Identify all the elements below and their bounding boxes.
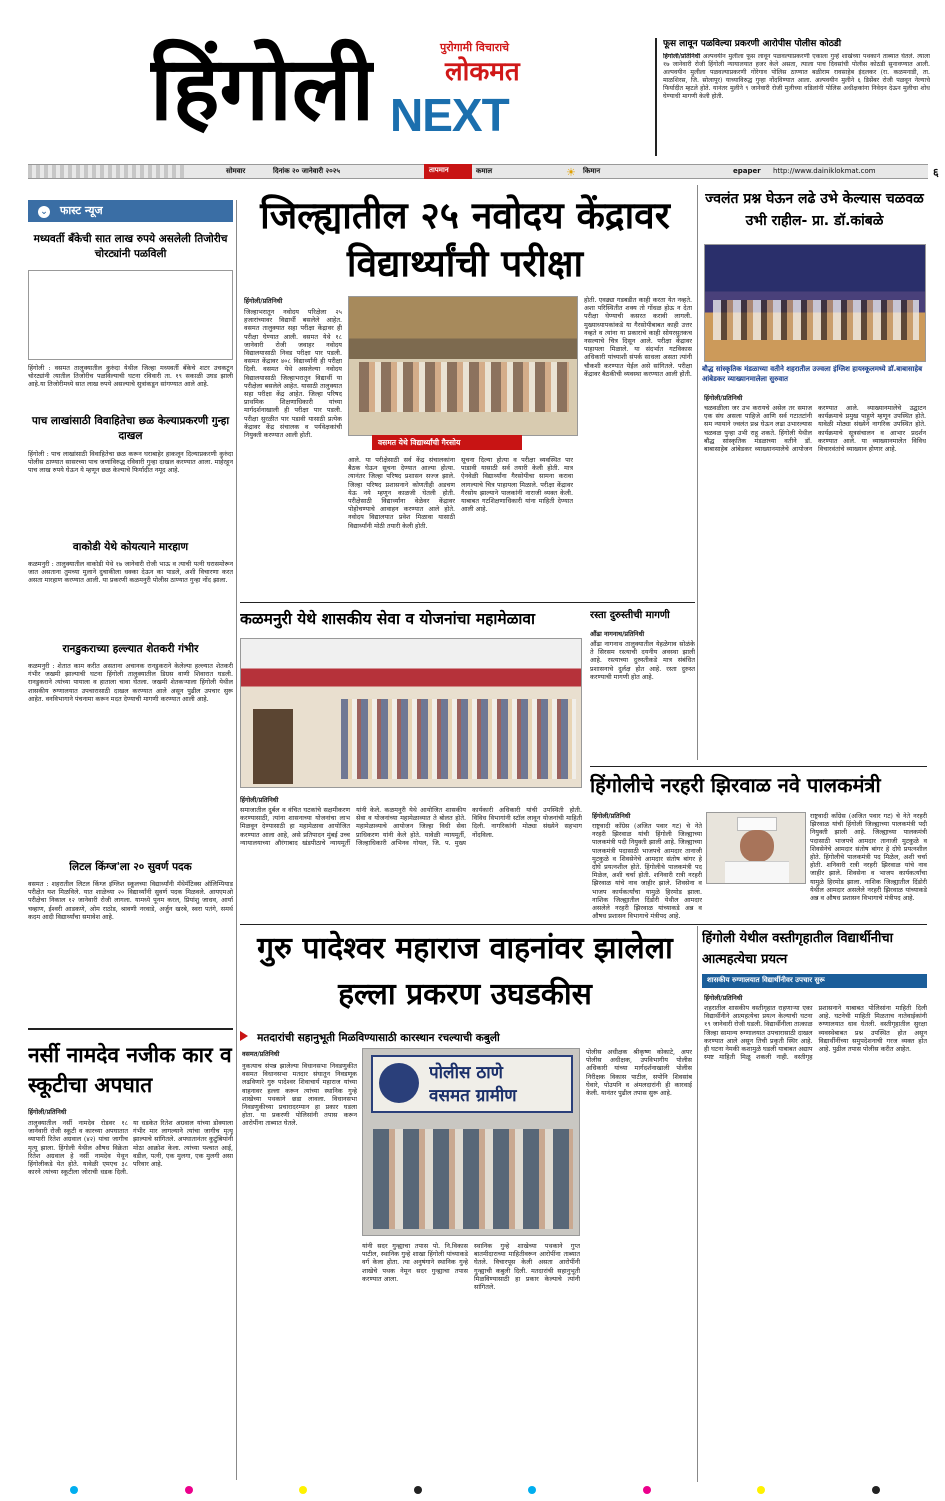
section-rule-3 [240, 924, 927, 925]
kamble-headline: ज्वलंत प्रश्न घेऊन लढे उभे केल्यास चळवळ उभी राहील- प्रा. डॉ.कांबळे [705, 191, 924, 229]
navodaya-headline: जिल्ह्यातील २५ नवोदय केंद्रावर विद्यार्थ्यांची परीक्षा [260, 194, 670, 285]
top-story [655, 38, 930, 156]
news-4-body: कळमनुरी : शेतात काम करीत असताना अचानक रानडुकराने केलेल्या हल्ल्यात शेतकरी गंभीर जखमी झाल्याची घटना हिंगोली तालुक्यातील डिग्रस वाणी शिवारात घडली. रानडुकराने त्यांच्या पायाला व हाताला चावा घेतला. जखमी शेतकऱ्याला हिंगोली येथील शासकीय रुग्णालयात उपचारासाठी दाखल करण्यात आले असून पुढील उपचार सुरू आहेत. वनविभागाने पंचनामा करून मदत देण्याची मागणी करण्यात आली आहे. [28, 662, 233, 703]
news-3-body: कळमनुरी : तालुक्यातील वाकोडी येथे १७ जानेवारी रोजी भाऊ व त्याची पत्नी घरासमोरून जात असताना तुमच्या मुलाने दुचाकीला धक्का देऊन का पाडले, अशी विचारणा करत असता मारहाण करण्यात आली. या प्रकरणी कळमनुरी पोलीस ठाण्यात गुन्हा नोंद झाला. [28, 560, 233, 585]
fast-news-header [28, 200, 233, 222]
reg-magenta [185, 1486, 193, 1494]
tagline: पुरोगामी विचाराचे [440, 41, 510, 54]
navodaya-col4: होती. एवढ्या गडबडीत काही करता येत नव्हते. अशा परिस्थितीत शक्य तो गोंधळ होऊ न देता परीक्षा घेण्याची कसरत करावी लागली. मुख्याध्यापकांकडे या गैरसोयीबाबत काही उत्तर नव्हते व त्यांना या प्रकाराचे काही सोयरसुतकच नसल्याचे चित्र दिसून आले. परीक्षा केंद्रावर पाहायला मिळाले. या संदर्भात गटविकास अधिकारी यांच्याशी संपर्क साधला असता त्यांनी चौकशी करण्यात येईल असे सांगितले. परीक्षा केंद्रावर बैठकीची व्यवस्था करण्यात आली होती. [584, 296, 692, 378]
news-2-headline: पाच लाखांसाठी विवाहितेचा छळ केल्याप्रकरणी गुन्हा दाखल [31, 415, 230, 442]
triangle-icon [240, 1031, 248, 1041]
top-story-body [663, 53, 930, 153]
hostel-body: शहरातील शासकीय वस्तीगृहात राहणाऱ्या एका विद्यार्थीनीने आत्महत्येचा प्रयत्न केल्याची घटना १९ जानेवारी रोजी घडली. विद्यार्थीनीला तात्काळ जिल्हा सामान्य रुग्णालयात उपचारासाठी दाखल करण्यात आले असून तिची प्रकृती स्थिर आहे. ही घटना नेमकी कशामुळे घडली याबाबत अद्याप स्पष्ट माहिती मिळू शकली नाही. वस्तीगृह प्रशासनाने याबाबत पोलिसांना माहिती दिली आहे. घटनेची माहिती मिळताच नातेवाईकांनी रुग्णालयात धाव घेतली. वस्तीगृहातील सुरक्षा व्यवस्थेबाबत प्रश्न उपस्थित होत असून विद्यार्थीनींच्या समुपदेशनाची गरज व्यक्त होत आहे. पुढील तपास पोलीस करीत आहेत. [704, 1004, 927, 1062]
navodaya-dateline: हिंगोली/प्रतिनिधी [244, 297, 283, 305]
zirwal-body-continued: राष्ट्रवादी काँग्रेस (अजित पवार गट) चे नेते नरहरी झिरवाळ यांची हिंगोली जिल्ह्याच्या पालकमंत्री पदी नियुक्ती झाली आहे. जिल्ह्याच्या पालकमंत्री पदासाठी भाजपचे आमदार तानाजी मुटकुळे व शिवसेनेचे आमदार संतोष बांगर हे दोघे प्रयत्नशील होते. हिंगोलीचे पालकमंत्री पद मिळेल, अशी चर्चा होती. शनिवारी रात्री नरहरी झिरवाळ यांचे नाव जाहीर झाले. शिवसेना व भाजप कार्यकर्त्यांचा यामुळे हिरमोड झाला. नाशिक जिल्ह्यातील दिंडोरी येथील आमदार असलेले नरहरी झिरवाळ यांच्याकडे अन्न व औषध प्रशासन विभागाचे मंत्रीपद आहे. [810, 812, 927, 903]
guru-col3: स्थानिक गुन्हे शाखेच्या पथकाने गुप्त बातमीदाराच्या माहितीवरून आरोपींना ताब्यात घेतले. विचारपूस केली असता आरोपींनी गुन्ह्याची कबुली दिली. मतदारांची सहानुभूती मिळविण्यासाठी हा प्रकार केल्याचे त्यांनी सांगितले. [474, 1242, 580, 1292]
cap [737, 817, 777, 831]
day: सोमवार [226, 167, 246, 175]
masthead-title: हिंगोली [150, 37, 375, 140]
reg-cyan-2 [528, 1486, 536, 1494]
news-1-headline: मध्यवर्ती बँकेची सात लाख रुपये असलेली तिजोरीच चोरट्यांनी पळविली [33, 233, 228, 260]
hostel-subhead: शासकीय रुग्णालयात विद्यार्थीनीवर उपचार सुरू [702, 974, 927, 988]
officers-group [373, 1129, 573, 1229]
kamble-dateline: हिंगोली/प्रतिनिधी [704, 394, 743, 402]
guru-col1: नुकत्याच संपन्न झालेल्या विधानसभा निवडणुकीत वसमत विधानसभा मतदार संघातून निवडणूक लढविणारे गुरु पादेश्वर शिवाचार्य महाराज यांच्या वाहनावर हल्ला करून त्यांच्या स्थानिक गुन्हे शाखेच्या पथकाने छडा लावला. विधानसभा निवडणुकीच्या प्रचारादरम्यान हा प्रकार घडला होता. या प्रकरणी पोलिसांनी तपास करून आरोपींना ताब्यात घेतले. [242, 1062, 357, 1128]
column-rule-left [236, 200, 237, 1480]
column-rule-mid [697, 185, 698, 760]
section-rule-2 [590, 766, 927, 767]
zirwal-dateline: हिंगोली/प्रतिनिधी [592, 812, 631, 820]
police-sign [371, 1055, 573, 1113]
max-label: कमाल [476, 167, 493, 175]
section-rule-1 [240, 602, 695, 603]
kamble-photo [704, 244, 926, 362]
top-story-headline: फूस लावून पळविल्या प्रकरणी आरोपीस पोलीस कोठडी [663, 39, 842, 49]
kalamnuri-photo [240, 638, 582, 788]
reg-black-2 [872, 1486, 880, 1494]
news-4-headline: रानडुकराच्या हल्ल्यात शेतकरी गंभीर [62, 643, 199, 655]
masthead [150, 30, 650, 150]
guru-col4: पोलीस अधीक्षक श्रीकृष्ण कोकाटे, अपर पोलीस अधीक्षक, उपविभागीय पोलीस अधिकारी यांच्या मार्गदर्शनाखाली पोलीस निरीक्षक विकास पाटील, सपोनि शिवसांब घेवारे, पोउपनि व अंमलदारांनी ही कारवाई केली. यानंतर पुढील तपास सुरू आहे. [586, 1048, 692, 1098]
reg-cyan [70, 1486, 78, 1494]
navodaya-col3: सूचना दिल्या होत्या व परीक्षा व्यवस्थित पार पाडावी यासाठी सर्व तयारी केली होती. मात्र ऐनवेळी विद्यार्थ्यांना गैरसोयीचा सामना करावा लागल्याचे चित्र पाहायला मिळाले. परीक्षा केंद्रावर गैरसोय झाल्याने पालकांनी नाराजी व्यक्त केली. याबाबत गटशिक्षणाधिकारी यांना माहिती देण्यात आली आहे. [461, 456, 573, 514]
min-label: किमान [583, 167, 601, 175]
epaper-label: epaper [733, 167, 761, 175]
kalamnuri-body: समाजातील दुर्बल व वंचित घटकांचे सक्षमीकरण करण्यासाठी, त्यांना शासनाच्या योजनांचा लाभ मिळवून देण्यासाठी हा महामेळावा आयोजित करण्यात आला आहे, असे प्रतिपादन मुंबई उच्च न्यायालयाच्या औरंगाबाद खंडपीठाचे न्यायमूर्ती यांनी केले. कळमनुरी येथे आयोजित शासकीय सेवा व योजनांच्या महामेळाव्यात ते बोलत होते. महामेळाव्याचे आयोजन जिल्हा विधी सेवा प्राधिकरण यांनी केले होते. यावेळी न्यायमूर्ती, जिल्हाधिकारी अभिनव गोयल, जि. प. मुख्य कार्यकारी अधिकारी यांची उपस्थिती होती. विविध विभागांनी स्टॉल लावून योजनांची माहिती दिली. नागरिकांनी मोठ्या संख्येने सहभाग नोंदविला. [240, 806, 582, 847]
police-emblem-icon [379, 1063, 419, 1103]
kalamnuri-dateline: हिंगोली/प्रतिनिधी [240, 796, 279, 804]
guru-subhead [240, 1026, 690, 1044]
reg-magenta-2 [643, 1486, 651, 1494]
dateline-bar [28, 164, 939, 179]
road-headline: रस्ता दुरुस्तीची मागणी [590, 610, 670, 621]
chevron-down-icon: ⌄ [38, 206, 50, 218]
news-1-body: हिंगोली : वसमत तालुक्यातील कुरुंदा येथील जिल्हा मध्यवर्ती बँकेचे शटर उचकटून चोरट्यांनी त्यातील तिजोरीच पळविल्याची घटना रविवारी ता. १९ सकाळी उघड झाली आहे.या तिजोरीमध्ये सात लाख रुपये असल्याचे सुत्रांकडून सांगण्यात आले आहे. [28, 364, 233, 389]
face [740, 830, 774, 862]
podium [253, 709, 293, 784]
website-url[interactable]: http://www.dainiklokmat.com [773, 167, 876, 175]
guru-subhead-text: मतदारांची सहानुभूती मिळविण्यासाठी कारस्थान रचल्याची कबुली [257, 1032, 500, 1044]
navodaya-photo [348, 296, 578, 436]
guru-headline: गुरु पादेश्वर महाराज वाहनांवर झालेला हल्ला प्रकरण उघडकीस [257, 931, 673, 1012]
kalamnuri-headline: कळमनुरी येथे शासकीय सेवा व योजनांचा महामेळावा [240, 610, 536, 628]
news-5-headline: लिटल किंग्ज'ला २० सुवर्ण पदक [69, 861, 192, 873]
audience [341, 699, 576, 779]
bar-pattern [28, 165, 188, 178]
road-body: औंढा नागनाथ तालुक्यातील येहळेगाव सोळंके ते सिरसम रस्त्याची दयनीय अवस्था झाली आहे. रस्त्याच्या दुरुस्तीकडे मात्र संबंधित प्रशासनाचे दुर्लक्ष होत आहे. रस्ता दुरुस्त करण्याची मागणी होत आहे. [590, 640, 695, 681]
weather-label: तापमान [424, 164, 472, 179]
column-rule-guru [697, 926, 698, 1482]
kamble-body: चळवळीला जर उभ करायचे असेल तर समाज एक संघ असला पाहिजे आणि सर्व गटातटांनी सम न्यायाने ज्वलंत प्रश्न घेऊन लढा उभारल्यास चळवळ पुन्हा उभी राहू शकते. हिंगोली येथील बौद्ध सांस्कृतिक मंडळाच्या वतीने डॉ. बाबासाहेब आंबेडकर व्याख्यानमालेचे आयोजन करण्यात आले. व्याख्यानमालेचे उद्घाटन कार्यक्रमाचे प्रमुख पाहुणे म्हणून उपस्थित होते. यावेळी मोठ्या संख्येने नागरिक उपस्थित होते. कार्यक्रमाचे सूत्रसंचालन व आभार प्रदर्शन करण्यात आले. या व्याख्यानमालेत विविध विचारवंतांचे व्याख्यान होणार आहे. [704, 404, 926, 454]
news-5-body: वसमत : शहरातील लिटल किंग्ज इंग्लिश स्कूलच्या विद्यार्थ्यांनी मॅथेमॅटिक्स ऑलिम्पियाड परीक्षेत यश मिळविले. यात शाळेच्या २० विद्यार्थ्यांनी सुवर्ण पदक मिळवले. आयएमओ परीक्षेचा निकाल १२ जानेवारी रोजी लागला. यामध्ये पूनम करल, प्रियांशु जाधव, आर्या चव्हाण, ईश्वरी आडकणे, ओम राठोड, श्रावणी नरवाडे, अर्जुन खरबे, स्वरा पतंगे, समर्थ कदम आदी विद्यार्थ्यांचा समावेश आहे. [28, 880, 233, 921]
sign-line-2: वसमत ग्रामीण [429, 1086, 517, 1106]
top-story-text: अल्पवयीन मुलीला फूस लावून पळवल्याप्रकरणी एकाला गुन्हे शाखेच्या पथकाने ताब्यात घेतले. त्याला १७ जानेवारी रोजी हिंगोली न्यायालयात हजर केले असता, त्याला पाच दिवसांची पोलीस कोठडी सुनावण्यात आली. अल्पवयीन मुलीला पळवल्याप्रकरणी गोरेगाव पोलिस ठाण्यात बळीराम रावसाहेब इंदलकर (रा. कळमनाडी, ता. माळशिरस, जि. सोलापूर) याच्याविरुद्ध गुन्हा नोंदविण्यात आला. अल्पवयीन मुलीने ६ डिसेंबर रोजी पळवून नेल्याचे फिर्यादीत म्हटले होते. यानंतर मुलीने ९ जानेवारी रोजी मुलीच्या वडिलांनी पोलिस अधीक्षकांना निवेदन देऊन मुलीचा शोध घेण्याची मागणी केली होती. [663, 53, 930, 100]
reg-black [414, 1486, 422, 1494]
road-dateline: औंढा नागनाथ/प्रतिनिधी [590, 630, 645, 638]
divider [28, 1028, 233, 1030]
sign-line-1: पोलीस ठाणे [429, 1063, 503, 1083]
zirwal-headline: हिंगोलीचे नरहरी झिरवाळ नवे पालकमंत्री [590, 773, 881, 797]
kamble-caption: बौद्ध सांस्कृतिक मंडळाच्या वतीने शहरातील उज्वला इंग्लिश हायस्कूलमध्ये डॉ.बाबासाहेब आंबेडकर व्याख्यानमालेला सुरुवात [702, 365, 923, 383]
bank-photo [28, 270, 233, 360]
hostel-headline: हिंगोली येथील वस्तीगृहातील विद्यार्थीनीचा आत्महत्येचा प्रयत्न [702, 931, 894, 967]
page-number: ६ [933, 166, 939, 179]
date: दिनांक २० जानेवारी २०२५ [273, 167, 341, 175]
guru-photo [362, 1048, 580, 1236]
zirwal-photo [706, 812, 806, 884]
accident-headline: नर्सी नामदेव नजीक कार व स्कूटीचा अपघात [28, 1043, 232, 1097]
next-logo: NEXT [390, 89, 509, 141]
fast-news-title: फास्ट न्यूज [59, 204, 103, 217]
top-story-dateline: हिंगोली/प्रतिनिधी [663, 53, 701, 60]
sun-icon: ☀ [566, 166, 576, 179]
navodaya-col2: आले. या परीक्षेसाठी सर्व केंद्र संचालकांना बैठक घेऊन सूचना देण्यात आल्या होत्या. त्यानंतर जिल्हा परिषद प्रशासन सज्ज झाले. जिल्हा परिषद प्रशासनाने कोणतीही अडचण येऊ नये म्हणून काळजी घेतली होती. परीक्षेसाठी विद्यार्थ्यांना वेळेवर केंद्रावर पोहोचण्याचे आवाहन करण्यात आले होते. नवोदय विद्यालयात प्रवेश मिळावा यासाठी विद्यार्थ्यांनी मोठी तयारी केली होती. [348, 456, 455, 530]
registration-marks [70, 1486, 880, 1496]
reg-yellow-2 [757, 1486, 765, 1494]
shirt [725, 861, 789, 884]
stage-people [713, 300, 919, 340]
navodaya-photo-caption: वसमत येथे विद्यार्थ्यांची गैरसोय [372, 435, 522, 450]
news-3-headline: वाकोडी येथे कोयत्याने मारहाण [72, 541, 189, 553]
guru-dateline: वसमत/प्रतिनिधी [242, 1050, 280, 1058]
fast-news-column [28, 200, 233, 1480]
hostel-dateline: हिंगोली/प्रतिनिधी [704, 994, 743, 1002]
reg-yellow [299, 1486, 307, 1494]
zirwal-body-2 [810, 812, 927, 922]
students-row [359, 362, 569, 412]
guru-col2: यांनी सदर गुन्ह्याचा तपास पो. नि.विकास पाटील, स्थानिक गुन्हे शाखा हिंगोली यांच्याकडे वर्ग केला होता. त्या अनुषंगाने स्थानिक गुन्हे शाखेचे पथक नेमून सदर गुन्ह्याचा तपास करण्यात आला. [362, 1242, 468, 1283]
accident-body: तालुक्यातील नर्सी नामदेव रोडवर १८ जानेवारी रोजी स्कूटी व कारच्या अपघातात व्यापारी रितेश अग्रवाल (४२) यांचा जागीच मृत्यू झाला. हिंगोली येथील औषध विक्रेता रितेश अग्रवाल हे नर्सी नामदेव येथून हिंगोलीकडे येत होते. यावेळी एमएच ३८ कारने त्यांच्या स्कूटीला जोराची धडक दिली. या धडकेत रितेश अग्रवाल यांच्या डोक्याला गंभीर मार लागल्याने त्यांचा जागीच मृत्यू झाल्याचे सांगितले. अपघातानंतर कुटुंबियांनी मोठा आक्रोश केला. त्यांच्या पश्चात आई, वडील, पत्नी, एक मुलगा, एक मुलगी असा परिवार आहे. [28, 1119, 233, 1177]
brand-logo: लोकमत [445, 57, 520, 87]
accident-dateline: हिंगोली/प्रतिनिधी [28, 1108, 67, 1116]
navodaya-col1: जिल्हाभरातून नवोदय परिक्षेला २५ हजारांच्यावर विद्यार्थी बसलेले आहेत. वसमत तालुक्यात सहा परीक्षा केंद्रावर ही परीक्षा घेण्यात आली. वसमत येथे १८ जानेवारी रोजी जवाहर नवोदय विद्यालयासाठी निवड परीक्षा पार पडली. वसमत केंद्रावर ४०८ विद्यार्थ्यांनी ही परीक्षा दिली. वसमत येथे असलेल्या नवोदय विद्यालयासाठी जिल्हाभरातून विद्यार्थी या परीक्षेला बसलेले आहेत. यासाठी तालुक्यात सहा परीक्षा केंद्र आहेत. जिल्हा परिषद प्राथमिक शिक्षणाधिकारी यांच्या मार्गदर्शनाखाली ही परीक्षा पार पडली. परीक्षा सुरळीत पार पडावी यासाठी प्रत्येक केंद्रावर केंद्र संचालक व पर्यवेक्षकांची नियुक्ती करण्यात आली होती. [244, 308, 342, 440]
zirwal-body: राष्ट्रवादी काँग्रेस (अजित पवार गट) चे नेते नरहरी झिरवाळ यांची हिंगोली जिल्ह्याच्या पालकमंत्री पदी नियुक्ती झाली आहे. जिल्ह्याच्या पालकमंत्री पदासाठी भाजपचे आमदार तानाजी मुटकुळे व शिवसेनेचे आमदार संतोष बांगर हे दोघे प्रयत्नशील होते. हिंगोलीचे पालकमंत्री पद मिळेल, अशी चर्चा होती. शनिवारी रात्री नरहरी झिरवाळ यांचे नाव जाहीर झाले. शिवसेना व भाजप कार्यकर्त्यांचा यामुळे हिरमोड झाला. नाशिक जिल्ह्यातील दिंडोरी येथील आमदार असलेले नरहरी झिरवाळ यांच्याकडे अन्न व औषध प्रशासन विभागाचे मंत्रीपद आहे. [592, 822, 702, 921]
news-2-body: हिंगोली : पाच लाखांसाठी विवाहितेचा छळ करून घराबाहेर हाकलून दिल्याप्रकरणी कुरुंदा पोलीस ठाण्यात सासरच्या पाच जणांविरुद्ध रविवारी गुन्हा दाखल करण्यात आला. माहेरहून पाच लाख रुपये घेऊन ये म्हणून छळ केल्याचे फिर्यादीत नमूद आहे. [28, 450, 233, 475]
